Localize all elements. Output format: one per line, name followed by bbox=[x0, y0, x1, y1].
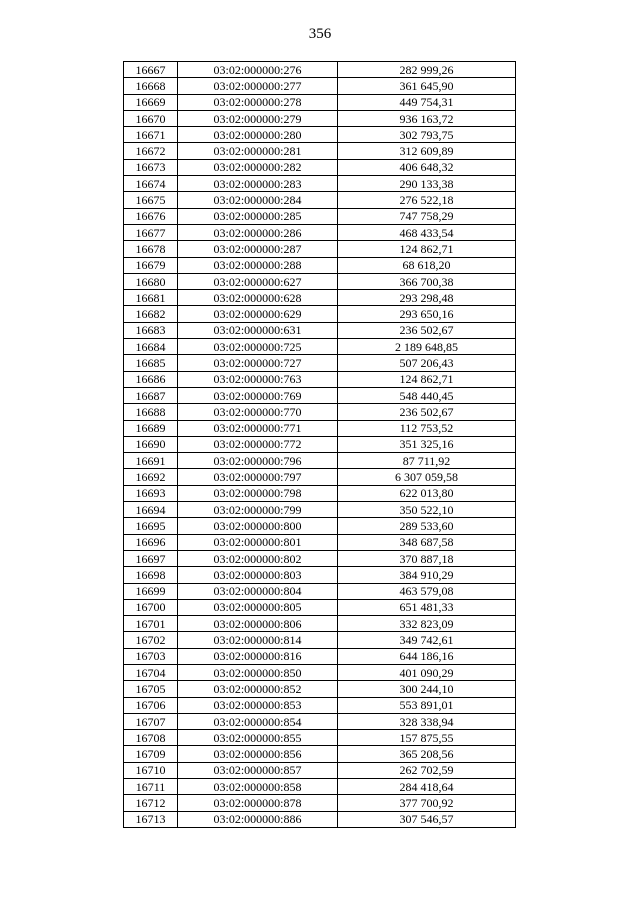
cadastral-value-cell: 236 502,67 bbox=[338, 404, 516, 420]
cadastral-number-cell: 03:02:000000:631 bbox=[178, 322, 338, 338]
row-number-cell: 16700 bbox=[124, 599, 178, 615]
row-number-cell: 16676 bbox=[124, 208, 178, 224]
row-number-cell: 16704 bbox=[124, 664, 178, 680]
cadastral-value-cell: 350 522,10 bbox=[338, 502, 516, 518]
cadastral-value-cell: 377 700,92 bbox=[338, 795, 516, 811]
table-row bbox=[124, 453, 516, 469]
cadastral-number-cell: 03:02:000000:800 bbox=[178, 518, 338, 534]
row-number-cell: 16709 bbox=[124, 746, 178, 762]
cadastral-value-cell: 302 793,75 bbox=[338, 127, 516, 143]
cadastral-value-cell: 290 133,38 bbox=[338, 176, 516, 192]
table-row bbox=[124, 241, 516, 257]
table-body bbox=[124, 62, 516, 828]
cadastral-value-cell: 6 307 059,58 bbox=[338, 469, 516, 485]
table-row bbox=[124, 567, 516, 583]
cadastral-number-cell: 03:02:000000:805 bbox=[178, 599, 338, 615]
cadastral-number-cell: 03:02:000000:772 bbox=[178, 436, 338, 452]
table-row bbox=[124, 273, 516, 289]
cadastral-value-table bbox=[123, 61, 516, 828]
table-row bbox=[124, 224, 516, 240]
row-number-cell: 16671 bbox=[124, 127, 178, 143]
cadastral-number-cell: 03:02:000000:629 bbox=[178, 306, 338, 322]
cadastral-value-cell: 236 502,67 bbox=[338, 322, 516, 338]
row-number-cell: 16669 bbox=[124, 94, 178, 110]
table-row bbox=[124, 404, 516, 420]
row-number-cell: 16706 bbox=[124, 697, 178, 713]
cadastral-value-cell: 747 758,29 bbox=[338, 208, 516, 224]
table-row bbox=[124, 730, 516, 746]
cadastral-value-cell: 507 206,43 bbox=[338, 355, 516, 371]
table-row bbox=[124, 127, 516, 143]
cadastral-value-cell: 332 823,09 bbox=[338, 616, 516, 632]
cadastral-number-cell: 03:02:000000:854 bbox=[178, 713, 338, 729]
row-number-cell: 16681 bbox=[124, 290, 178, 306]
table-row bbox=[124, 518, 516, 534]
cadastral-number-cell: 03:02:000000:628 bbox=[178, 290, 338, 306]
table-row bbox=[124, 159, 516, 175]
cadastral-value-cell: 293 298,48 bbox=[338, 290, 516, 306]
row-number-cell: 16692 bbox=[124, 469, 178, 485]
cadastral-value-cell: 349 742,61 bbox=[338, 632, 516, 648]
row-number-cell: 16683 bbox=[124, 322, 178, 338]
row-number-cell: 16682 bbox=[124, 306, 178, 322]
row-number-cell: 16693 bbox=[124, 485, 178, 501]
cadastral-number-cell: 03:02:000000:725 bbox=[178, 339, 338, 355]
cadastral-number-cell: 03:02:000000:855 bbox=[178, 730, 338, 746]
table-row bbox=[124, 648, 516, 664]
cadastral-number-cell: 03:02:000000:803 bbox=[178, 567, 338, 583]
row-number-cell: 16668 bbox=[124, 78, 178, 94]
cadastral-number-cell: 03:02:000000:286 bbox=[178, 224, 338, 240]
cadastral-value-cell: 262 702,59 bbox=[338, 762, 516, 778]
cadastral-number-cell: 03:02:000000:801 bbox=[178, 534, 338, 550]
row-number-cell: 16672 bbox=[124, 143, 178, 159]
table-row bbox=[124, 339, 516, 355]
table-row bbox=[124, 681, 516, 697]
row-number-cell: 16697 bbox=[124, 550, 178, 566]
row-number-cell: 16713 bbox=[124, 811, 178, 827]
table-row bbox=[124, 534, 516, 550]
row-number-cell: 16689 bbox=[124, 420, 178, 436]
cadastral-value-cell: 284 418,64 bbox=[338, 779, 516, 795]
cadastral-number-cell: 03:02:000000:285 bbox=[178, 208, 338, 224]
cadastral-number-cell: 03:02:000000:802 bbox=[178, 550, 338, 566]
cadastral-number-cell: 03:02:000000:281 bbox=[178, 143, 338, 159]
row-number-cell: 16679 bbox=[124, 257, 178, 273]
cadastral-number-cell: 03:02:000000:288 bbox=[178, 257, 338, 273]
table-row bbox=[124, 257, 516, 273]
cadastral-value-cell: 361 645,90 bbox=[338, 78, 516, 94]
cadastral-value-cell: 289 533,60 bbox=[338, 518, 516, 534]
row-number-cell: 16688 bbox=[124, 404, 178, 420]
row-number-cell: 16691 bbox=[124, 453, 178, 469]
table-row bbox=[124, 616, 516, 632]
cadastral-number-cell: 03:02:000000:797 bbox=[178, 469, 338, 485]
row-number-cell: 16710 bbox=[124, 762, 178, 778]
table-row bbox=[124, 143, 516, 159]
cadastral-value-cell: 124 862,71 bbox=[338, 371, 516, 387]
row-number-cell: 16687 bbox=[124, 387, 178, 403]
cadastral-value-cell: 328 338,94 bbox=[338, 713, 516, 729]
table-row bbox=[124, 779, 516, 795]
table-row bbox=[124, 420, 516, 436]
cadastral-number-cell: 03:02:000000:816 bbox=[178, 648, 338, 664]
table-row bbox=[124, 208, 516, 224]
table-row bbox=[124, 290, 516, 306]
row-number-cell: 16674 bbox=[124, 176, 178, 192]
row-number-cell: 16708 bbox=[124, 730, 178, 746]
cadastral-value-cell: 112 753,52 bbox=[338, 420, 516, 436]
cadastral-value-cell: 548 440,45 bbox=[338, 387, 516, 403]
row-number-cell: 16702 bbox=[124, 632, 178, 648]
row-number-cell: 16712 bbox=[124, 795, 178, 811]
cadastral-number-cell: 03:02:000000:857 bbox=[178, 762, 338, 778]
table-row bbox=[124, 599, 516, 615]
cadastral-number-cell: 03:02:000000:771 bbox=[178, 420, 338, 436]
row-number-cell: 16667 bbox=[124, 62, 178, 78]
row-number-cell: 16690 bbox=[124, 436, 178, 452]
cadastral-value-cell: 553 891,01 bbox=[338, 697, 516, 713]
cadastral-value-cell: 463 579,08 bbox=[338, 583, 516, 599]
cadastral-number-cell: 03:02:000000:283 bbox=[178, 176, 338, 192]
cadastral-value-cell: 68 618,20 bbox=[338, 257, 516, 273]
cadastral-value-cell: 365 208,56 bbox=[338, 746, 516, 762]
cadastral-number-cell: 03:02:000000:886 bbox=[178, 811, 338, 827]
cadastral-number-cell: 03:02:000000:282 bbox=[178, 159, 338, 175]
row-number-cell: 16696 bbox=[124, 534, 178, 550]
cadastral-number-cell: 03:02:000000:852 bbox=[178, 681, 338, 697]
table-row bbox=[124, 110, 516, 126]
table-row bbox=[124, 583, 516, 599]
cadastral-number-cell: 03:02:000000:798 bbox=[178, 485, 338, 501]
table-row bbox=[124, 713, 516, 729]
row-number-cell: 16694 bbox=[124, 502, 178, 518]
cadastral-value-cell: 449 754,31 bbox=[338, 94, 516, 110]
table-row bbox=[124, 811, 516, 827]
cadastral-number-cell: 03:02:000000:804 bbox=[178, 583, 338, 599]
cadastral-value-cell: 936 163,72 bbox=[338, 110, 516, 126]
cadastral-number-cell: 03:02:000000:284 bbox=[178, 192, 338, 208]
row-number-cell: 16686 bbox=[124, 371, 178, 387]
cadastral-value-cell: 651 481,33 bbox=[338, 599, 516, 615]
table-row bbox=[124, 697, 516, 713]
table-row bbox=[124, 306, 516, 322]
row-number-cell: 16685 bbox=[124, 355, 178, 371]
cadastral-number-cell: 03:02:000000:856 bbox=[178, 746, 338, 762]
cadastral-number-cell: 03:02:000000:770 bbox=[178, 404, 338, 420]
page-number: 356 bbox=[308, 26, 332, 42]
cadastral-value-cell: 370 887,18 bbox=[338, 550, 516, 566]
table-row bbox=[124, 795, 516, 811]
cadastral-number-cell: 03:02:000000:806 bbox=[178, 616, 338, 632]
table-row bbox=[124, 664, 516, 680]
cadastral-value-cell: 406 648,32 bbox=[338, 159, 516, 175]
table-row bbox=[124, 355, 516, 371]
table-row bbox=[124, 371, 516, 387]
row-number-cell: 16677 bbox=[124, 224, 178, 240]
cadastral-number-cell: 03:02:000000:277 bbox=[178, 78, 338, 94]
table-row bbox=[124, 762, 516, 778]
row-number-cell: 16678 bbox=[124, 241, 178, 257]
table-row bbox=[124, 436, 516, 452]
cadastral-number-cell: 03:02:000000:853 bbox=[178, 697, 338, 713]
cadastral-number-cell: 03:02:000000:763 bbox=[178, 371, 338, 387]
table-row bbox=[124, 78, 516, 94]
cadastral-value-cell: 468 433,54 bbox=[338, 224, 516, 240]
cadastral-value-cell: 384 910,29 bbox=[338, 567, 516, 583]
cadastral-value-cell: 282 999,26 bbox=[338, 62, 516, 78]
cadastral-number-cell: 03:02:000000:278 bbox=[178, 94, 338, 110]
cadastral-number-cell: 03:02:000000:287 bbox=[178, 241, 338, 257]
table-row bbox=[124, 550, 516, 566]
row-number-cell: 16675 bbox=[124, 192, 178, 208]
cadastral-number-cell: 03:02:000000:799 bbox=[178, 502, 338, 518]
cadastral-value-cell: 644 186,16 bbox=[338, 648, 516, 664]
cadastral-number-cell: 03:02:000000:814 bbox=[178, 632, 338, 648]
row-number-cell: 16705 bbox=[124, 681, 178, 697]
table-row bbox=[124, 62, 516, 78]
table-row bbox=[124, 469, 516, 485]
table-row bbox=[124, 502, 516, 518]
cadastral-number-cell: 03:02:000000:276 bbox=[178, 62, 338, 78]
table-row bbox=[124, 176, 516, 192]
table-row bbox=[124, 746, 516, 762]
table-row bbox=[124, 192, 516, 208]
row-number-cell: 16695 bbox=[124, 518, 178, 534]
cadastral-number-cell: 03:02:000000:796 bbox=[178, 453, 338, 469]
row-number-cell: 16698 bbox=[124, 567, 178, 583]
table-row bbox=[124, 322, 516, 338]
row-number-cell: 16670 bbox=[124, 110, 178, 126]
cadastral-value-cell: 293 650,16 bbox=[338, 306, 516, 322]
cadastral-value-cell: 366 700,38 bbox=[338, 273, 516, 289]
cadastral-value-cell: 87 711,92 bbox=[338, 453, 516, 469]
cadastral-number-cell: 03:02:000000:279 bbox=[178, 110, 338, 126]
row-number-cell: 16699 bbox=[124, 583, 178, 599]
row-number-cell: 16711 bbox=[124, 779, 178, 795]
cadastral-number-cell: 03:02:000000:878 bbox=[178, 795, 338, 811]
table-row bbox=[124, 485, 516, 501]
cadastral-value-cell: 348 687,58 bbox=[338, 534, 516, 550]
cadastral-number-cell: 03:02:000000:850 bbox=[178, 664, 338, 680]
cadastral-value-cell: 312 609,89 bbox=[338, 143, 516, 159]
cadastral-number-cell: 03:02:000000:858 bbox=[178, 779, 338, 795]
cadastral-value-cell: 307 546,57 bbox=[338, 811, 516, 827]
table-row bbox=[124, 94, 516, 110]
cadastral-value-cell: 276 522,18 bbox=[338, 192, 516, 208]
cadastral-value-cell: 351 325,16 bbox=[338, 436, 516, 452]
row-number-cell: 16684 bbox=[124, 339, 178, 355]
table-row bbox=[124, 387, 516, 403]
cadastral-number-cell: 03:02:000000:727 bbox=[178, 355, 338, 371]
row-number-cell: 16680 bbox=[124, 273, 178, 289]
cadastral-value-cell: 300 244,10 bbox=[338, 681, 516, 697]
cadastral-value-cell: 622 013,80 bbox=[338, 485, 516, 501]
cadastral-value-cell: 401 090,29 bbox=[338, 664, 516, 680]
cadastral-value-cell: 157 875,55 bbox=[338, 730, 516, 746]
row-number-cell: 16703 bbox=[124, 648, 178, 664]
row-number-cell: 16673 bbox=[124, 159, 178, 175]
cadastral-number-cell: 03:02:000000:769 bbox=[178, 387, 338, 403]
cadastral-number-cell: 03:02:000000:627 bbox=[178, 273, 338, 289]
row-number-cell: 16707 bbox=[124, 713, 178, 729]
table-row bbox=[124, 632, 516, 648]
row-number-cell: 16701 bbox=[124, 616, 178, 632]
cadastral-number-cell: 03:02:000000:280 bbox=[178, 127, 338, 143]
cadastral-value-cell: 124 862,71 bbox=[338, 241, 516, 257]
cadastral-value-cell: 2 189 648,85 bbox=[338, 339, 516, 355]
